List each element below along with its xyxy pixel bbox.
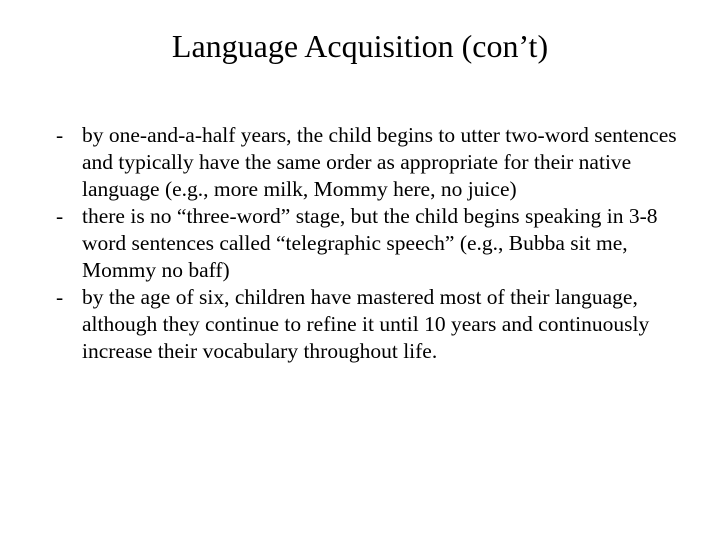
bullet-marker: - [56,123,64,147]
bullet-marker: - [56,285,64,309]
bullet-marker: - [56,204,64,228]
bullet-item [56,284,696,365]
bullet-item [56,122,696,203]
bullet-item [56,203,696,284]
bullet-list [56,122,696,365]
bullet-text: by the age of six, children have mastered most of their language, although they continue to refine it until 10 years and continuously increase their vocabulary throughout life. [82,285,650,363]
slide-title: Language Acquisition (con’t) [171,28,549,64]
bullet-text: by one-and-a-half years, the child begins to utter two-word sentences and typically have the same order as appropriate for their native language (e.g., more milk, Mommy here, no juice) [82,123,677,201]
bullet-text: there is no “three-word” stage, but the child begins speaking in 3-8 word sentences called “telegraphic speech” (e.g., Bubba sit me, Mommy no baff) [82,204,658,282]
